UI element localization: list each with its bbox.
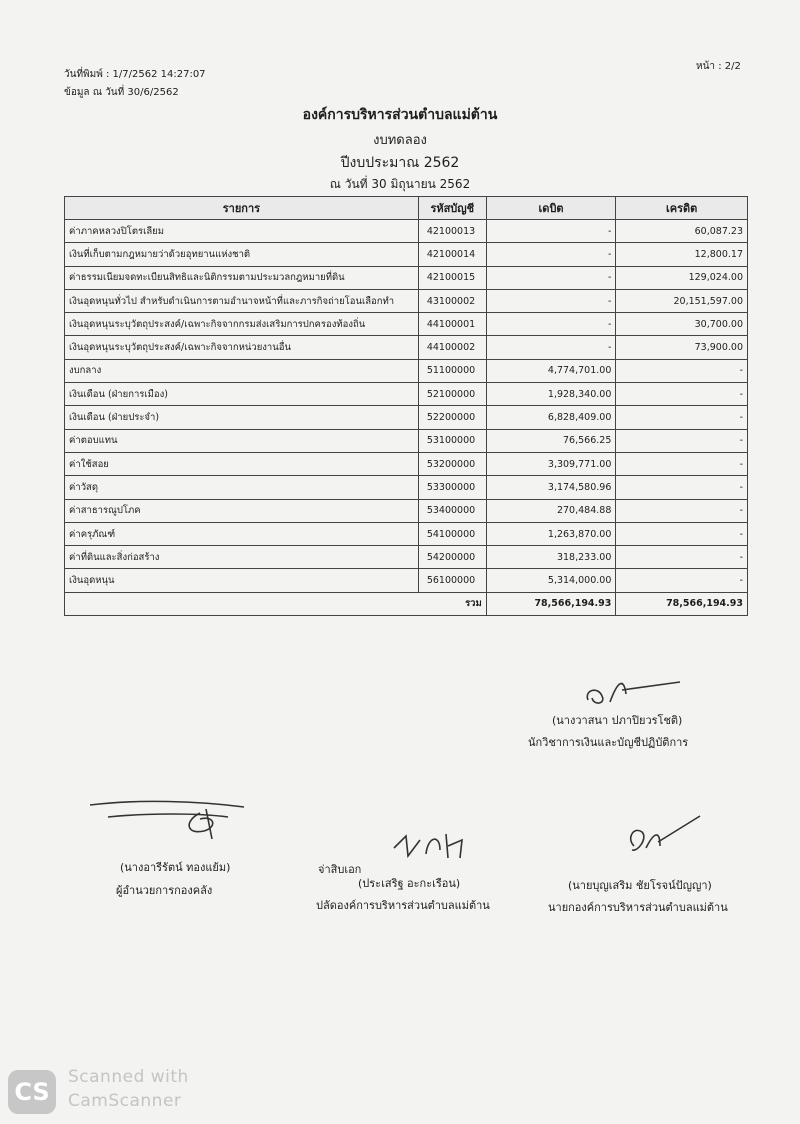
account-name-cell: ค่าสาธารณูปโภค xyxy=(65,499,419,522)
deputy-prefix: จ่าสิบเอก xyxy=(318,863,362,876)
data-date: ข้อมูล ณ วันที่ 30/6/2562 xyxy=(64,87,179,98)
total-credit: 78,566,194.93 xyxy=(616,592,748,615)
debit-cell: 270,484.88 xyxy=(486,499,616,522)
table-row xyxy=(65,220,748,243)
col-header-code: รหัสบัญชี xyxy=(418,197,486,220)
accountant-title: นักวิชาการเงินและบัญชีปฏิบัติการ xyxy=(528,736,689,749)
credit-cell: - xyxy=(616,499,748,522)
debit-cell: 1,928,340.00 xyxy=(486,383,616,406)
account-code-cell: 54100000 xyxy=(418,522,486,545)
account-code-cell: 44100001 xyxy=(418,313,486,336)
credit-cell: 12,800.17 xyxy=(616,243,748,266)
account-code-cell: 56100000 xyxy=(418,569,486,592)
debit-cell: 6,828,409.00 xyxy=(486,406,616,429)
account-code-cell: 52100000 xyxy=(418,383,486,406)
president-name: (นายบุญเสริม ชัยโรจน์ปัญญา) xyxy=(568,879,712,892)
treasury-title: ผู้อำนวยการกองคลัง xyxy=(116,884,213,897)
table-row xyxy=(65,522,748,545)
total-debit: 78,566,194.93 xyxy=(486,592,616,615)
table-row xyxy=(65,429,748,452)
table-row xyxy=(65,452,748,475)
account-name-cell: ค่าครุภัณฑ์ xyxy=(65,522,419,545)
account-name-cell: เงินอุดหนุนทั่วไป สำหรับดำเนินการตามอำนาจหน้าที่และภารกิจถ่ายโอนเลือกทำ xyxy=(65,289,419,312)
account-name-cell: เงินที่เก็บตามกฎหมายว่าด้วยอุทยานแห่งชาติ xyxy=(65,243,419,266)
page-number: หน้า : 2/2 xyxy=(696,61,741,72)
credit-cell: - xyxy=(616,546,748,569)
credit-cell: - xyxy=(616,359,748,382)
table-header-row xyxy=(65,197,748,220)
as-of-date: ณ วันที่ 30 มิถุนายน 2562 xyxy=(329,177,471,191)
debit-cell: 1,263,870.00 xyxy=(486,522,616,545)
credit-cell: 129,024.00 xyxy=(616,266,748,289)
account-name-cell: ค่าใช้สอย xyxy=(65,452,419,475)
account-name-cell: งบกลาง xyxy=(65,359,419,382)
table-row xyxy=(65,406,748,429)
account-name-cell: เงินอุดหนุน xyxy=(65,569,419,592)
deputy-title: ปลัดองค์การบริหารส่วนตำบลแม่ต้าน xyxy=(316,899,490,912)
fiscal-year: ปีงบประมาณ 2562 xyxy=(340,155,460,171)
account-name-cell: เงินเดือน (ฝ่ายประจำ) xyxy=(65,406,419,429)
total-row xyxy=(65,592,748,615)
credit-cell: 73,900.00 xyxy=(616,336,748,359)
account-name-cell: ค่าธรรมเนียมจดทะเบียนสิทธิและนิติกรรมตามประมวลกฎหมายที่ดิน xyxy=(65,266,419,289)
account-code-cell: 42100014 xyxy=(418,243,486,266)
debit-cell: 76,566.25 xyxy=(486,429,616,452)
camscanner-logo: CS xyxy=(8,1070,56,1114)
credit-cell: - xyxy=(616,569,748,592)
deputy-name: (ประเสริฐ อะกะเรือน) xyxy=(358,877,461,890)
account-code-cell: 54200000 xyxy=(418,546,486,569)
credit-cell: - xyxy=(616,452,748,475)
account-name-cell: เงินอุดหนุนระบุวัตถุประสงค์/เฉพาะกิจจากกรมส่งเสริมการปกครองท้องถิ่น xyxy=(65,313,419,336)
table-row xyxy=(65,546,748,569)
credit-cell: - xyxy=(616,476,748,499)
table-row xyxy=(65,383,748,406)
deputy-signature xyxy=(388,828,478,864)
president-signature xyxy=(620,812,710,872)
debit-cell: 4,774,701.00 xyxy=(486,359,616,382)
debit-cell: 318,233.00 xyxy=(486,546,616,569)
debit-cell: - xyxy=(486,220,616,243)
table-row xyxy=(65,289,748,312)
debit-cell: - xyxy=(486,313,616,336)
account-code-cell: 42100015 xyxy=(418,266,486,289)
table-row xyxy=(65,569,748,592)
credit-cell: - xyxy=(616,406,748,429)
credit-cell: - xyxy=(616,383,748,406)
table-row xyxy=(65,476,748,499)
treasury-signature xyxy=(88,795,248,845)
account-code-cell: 52200000 xyxy=(418,406,486,429)
col-header-debit: เดบิต xyxy=(486,197,616,220)
org-title: องค์การบริหารส่วนตำบลแม่ต้าน xyxy=(302,107,498,123)
trial-balance-table xyxy=(64,196,748,616)
account-code-cell: 53100000 xyxy=(418,429,486,452)
president-title: นายกองค์การบริหารส่วนตำบลแม่ต้าน xyxy=(548,901,728,914)
credit-cell: 20,151,597.00 xyxy=(616,289,748,312)
account-name-cell: ค่าตอบแทน xyxy=(65,429,419,452)
accountant-signature xyxy=(580,672,690,712)
credit-cell: 30,700.00 xyxy=(616,313,748,336)
debit-cell: - xyxy=(486,266,616,289)
credit-cell: - xyxy=(616,522,748,545)
table-row xyxy=(65,266,748,289)
account-code-cell: 53400000 xyxy=(418,499,486,522)
account-name-cell: เงินเดือน (ฝ่ายการเมือง) xyxy=(65,383,419,406)
account-name-cell: ค่าวัสดุ xyxy=(65,476,419,499)
account-code-cell: 44100002 xyxy=(418,336,486,359)
watermark-line2: CamScanner xyxy=(68,1091,182,1111)
table-row xyxy=(65,243,748,266)
watermark-line1: Scanned with xyxy=(68,1067,189,1087)
table-row xyxy=(65,359,748,382)
account-code-cell: 43100002 xyxy=(418,289,486,312)
debit-cell: - xyxy=(486,289,616,312)
debit-cell: 3,174,580.96 xyxy=(486,476,616,499)
accountant-name: (นางวาสนา ปภาปิยวรโชติ) xyxy=(552,714,683,727)
debit-cell: - xyxy=(486,243,616,266)
debit-cell: - xyxy=(486,336,616,359)
credit-cell: - xyxy=(616,429,748,452)
account-name-cell: เงินอุดหนุนระบุวัตถุประสงค์/เฉพาะกิจจากหน่วยงานอื่น xyxy=(65,336,419,359)
account-name-cell: ค่าภาคหลวงปิโตรเลียม xyxy=(65,220,419,243)
report-title: งบทดลอง xyxy=(373,133,427,148)
treasury-name: (นางอารีรัตน์ ทองแย้ม) xyxy=(120,861,231,874)
print-date: วันที่พิมพ์ : 1/7/2562 14:27:07 xyxy=(64,69,206,80)
table-row xyxy=(65,499,748,522)
col-header-item: รายการ xyxy=(65,197,419,220)
account-code-cell: 53200000 xyxy=(418,452,486,475)
account-name-cell: ค่าที่ดินและสิ่งก่อสร้าง xyxy=(65,546,419,569)
credit-cell: 60,087.23 xyxy=(616,220,748,243)
account-code-cell: 51100000 xyxy=(418,359,486,382)
table-row xyxy=(65,313,748,336)
table-row xyxy=(65,336,748,359)
debit-cell: 3,309,771.00 xyxy=(486,452,616,475)
col-header-credit: เครดิต xyxy=(616,197,748,220)
total-label: รวม xyxy=(65,592,487,615)
account-code-cell: 42100013 xyxy=(418,220,486,243)
account-code-cell: 53300000 xyxy=(418,476,486,499)
debit-cell: 5,314,000.00 xyxy=(486,569,616,592)
